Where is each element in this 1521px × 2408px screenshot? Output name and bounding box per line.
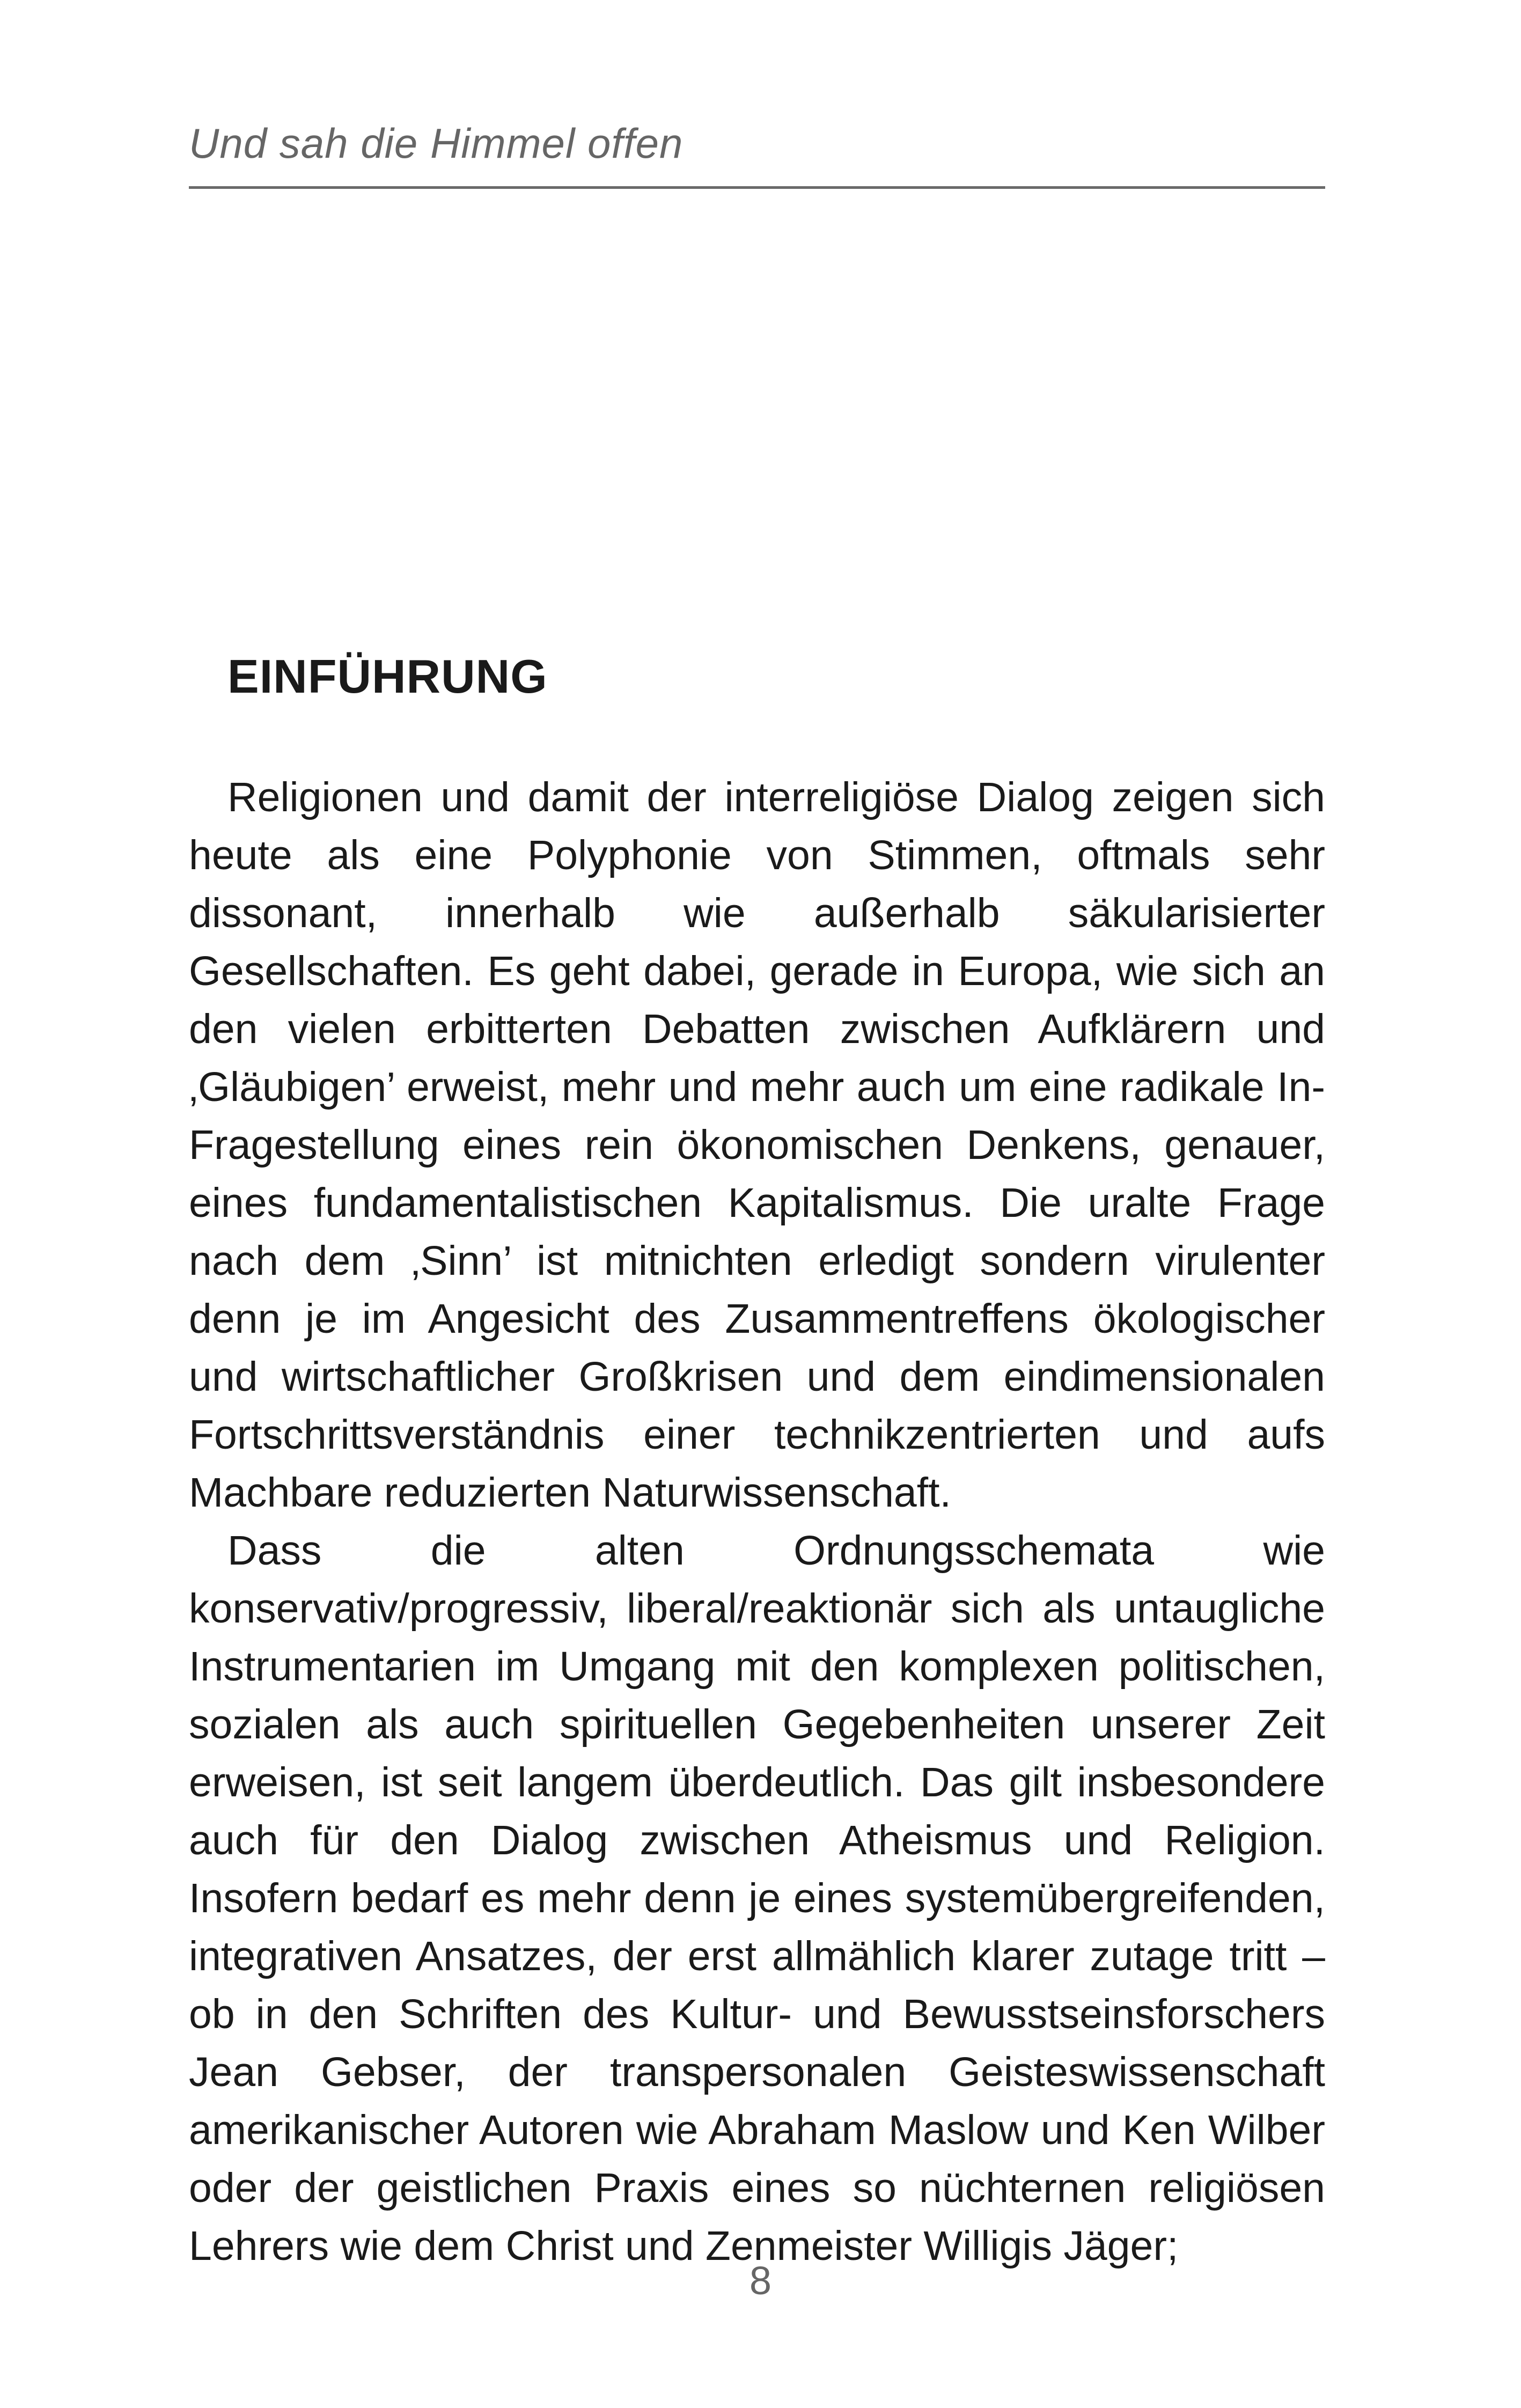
paragraph-2: Dass die alten Ordnungsschemata wie konservativ/progressiv, liberal/reaktionär sich als untaugliche Instrumentarien im Umgang mit den komplexen politischen, sozialen als auch spirituellen Gegebenheiten unserer Zeit erweisen, ist seit langem überdeutlich. Das gilt insbesondere auch für den Dialog zwischen Atheismus und Religion. Insofern bedarf es mehr denn je eines systemübergreifenden, integrativen Ansatzes, der erst allmählich klarer zutage tritt – ob in den Schriften des Kultur- und Bewusstseinsforschers Jean Gebser, der transpersonalen Geisteswissenschaft amerikanischer Autoren wie Abraham Maslow und Ken Wilber oder der geistlichen Praxis eines so nüchternen religiösen Lehrers wie dem Christ und Zenmeister Willigis Jäger; bbox=[189, 1528, 1325, 2269]
chapter-title: EINFÜHRUNG bbox=[227, 650, 548, 703]
body-text bbox=[189, 768, 1325, 2275]
paragraph-1: Religionen und damit der interreligiöse Dialog zeigen sich heute als eine Polyphonie von Stimmen, oftmals sehr dissonant, innerhalb wie außerhalb säkularisierter Gesellschaften. Es geht dabei, gerade in Europa, wie sich an den vielen erbitterten Debatten zwischen Aufklärern und ‚Gläubigen’ erweist, mehr und mehr auch um eine radikale In-Fragestellung eines rein ökonomischen Denkens, genauer, eines fundamentalistischen Kapitalismus. Die uralte Frage nach dem ‚Sinn’ ist mitnichten erledigt sondern virulenter denn je im Angesicht des Zusammentreffens ökologischer und wirtschaftlicher Großkrisen und dem eindimensionalen Fortschrittsverständnis einer technikzentrierten und aufs Machbare reduzierten Naturwissenschaft. bbox=[189, 774, 1325, 1516]
page-number: 8 bbox=[749, 2258, 772, 2303]
running-header: Und sah die Himmel offen bbox=[189, 120, 684, 167]
header-divider bbox=[189, 186, 1325, 189]
